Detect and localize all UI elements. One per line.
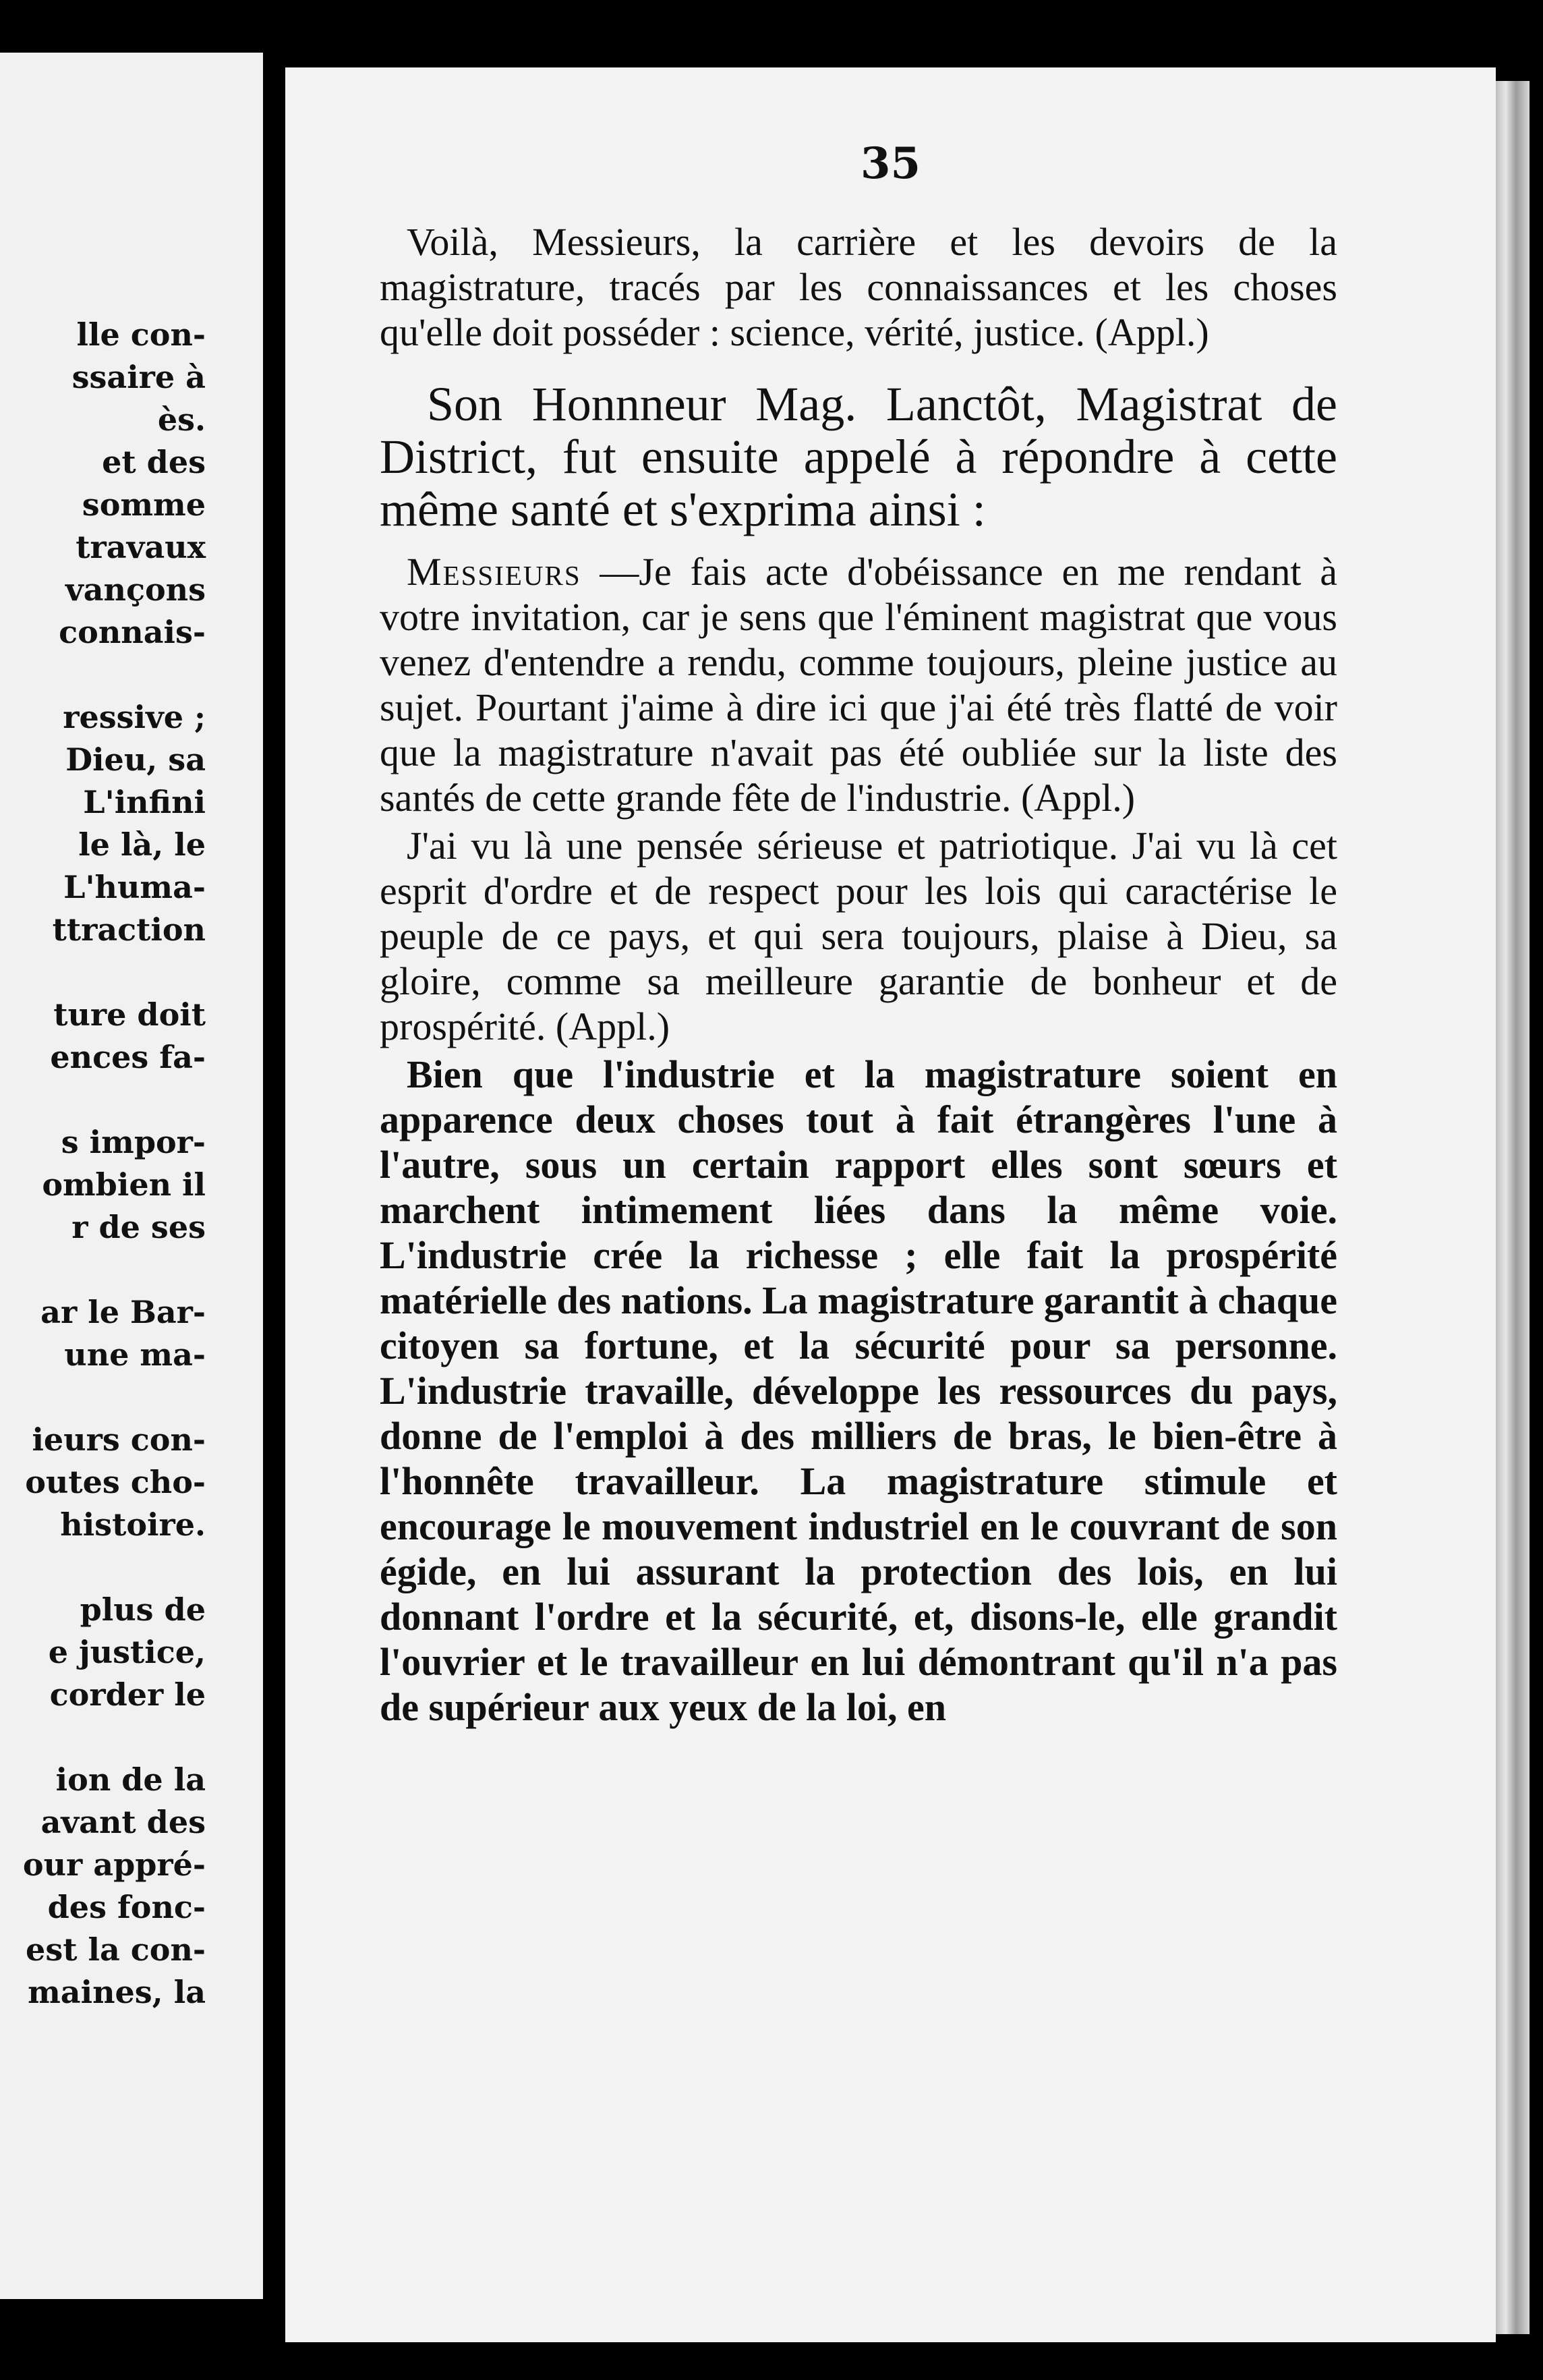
salutation: Messieurs: [407, 550, 581, 594]
left-page-line: maines, la: [28, 1974, 206, 2010]
left-page-line: somme: [82, 486, 206, 523]
speaker-introduction: Son Honnneur Mag. Lanctôt, Magistrat de District, fut ensuite appelé à répondre à cette même santé et s'exprima ainsi :: [380, 377, 1337, 536]
left-page-line: e justice,: [48, 1634, 206, 1670]
left-page-line: L'infini: [83, 784, 206, 820]
page-number: 35: [860, 138, 921, 189]
left-page-line: ttraction: [52, 911, 206, 948]
left-page-line: plus de: [80, 1591, 206, 1628]
left-page-line: lle con-: [76, 316, 206, 353]
paragraph-1: Voilà, Messieurs, la carrière et les devoirs de la magistrature, tracés par les connaissances et les choses qu'elle doit posséder : science, vérité, justice. (Appl.): [380, 220, 1337, 354]
left-page-line: ieurs con-: [32, 1421, 206, 1458]
left-page-line: ture doit: [53, 996, 206, 1033]
left-page-line: ès.: [157, 401, 206, 438]
left-page-line: outes cho-: [25, 1464, 206, 1500]
left-page-line: ar le Bar-: [40, 1294, 206, 1330]
speech-paragraph-1-text: —Je fais acte d'obéissance en me rendant à votre invitation, car je sens que l'éminent magistrat que vous venez d'entendre a rendu, comme toujours, pleine justice au sujet. Pourtant j'aime à dire ici que j'ai été très flatté de voir que la magistrature n'avait pas été oubliée sur la liste des santés de cette grande fête de l'industrie. (Appl.): [380, 550, 1337, 820]
left-page-line: our appré-: [22, 1846, 206, 1883]
left-page-line: histoire.: [60, 1506, 206, 1543]
book-gutter: [265, 53, 285, 2299]
left-page-line: des fonc-: [47, 1889, 206, 1925]
left-page-line: et des: [102, 444, 206, 480]
left-page-line: L'huma-: [63, 869, 206, 905]
left-page-line: corder le: [49, 1676, 206, 1713]
left-page-line: vançons: [65, 571, 206, 608]
left-page-line: s impor-: [61, 1124, 206, 1160]
left-page-line: connais-: [59, 614, 206, 650]
speech-paragraph-1: [380, 549, 1337, 820]
left-page-line: ombien il: [42, 1166, 206, 1203]
left-page-line: Dieu, sa: [65, 741, 206, 778]
left-page-line: ion de la: [55, 1761, 206, 1798]
paragraph-3: J'ai vu là une pensée sérieuse et patriotique. J'ai vu là cet esprit d'ordre et de respect pour les lois qui caractérise le peuple de ce pays, et qui sera toujours, plaise à Dieu, sa gloire, comme sa meilleure garantie de bonheur et de prospérité. (Appl.): [380, 824, 1337, 1048]
page-edge: [1496, 81, 1530, 2334]
page-body: [380, 219, 1337, 1730]
left-page-line: avant des: [40, 1804, 206, 1840]
left-page-line: le là, le: [78, 826, 206, 863]
left-page-fragment: [0, 53, 263, 2299]
left-page-line: r de ses: [71, 1209, 206, 1245]
left-page-line: ences fa-: [50, 1039, 206, 1075]
left-page-line: travaux: [76, 529, 206, 565]
left-page-line: ressive ;: [63, 699, 206, 735]
right-page: [285, 67, 1496, 2342]
left-page-line: une ma-: [64, 1336, 206, 1373]
paragraph-4: Bien que l'industrie et la magistrature soient en apparence deux choses tout à fait étrangères l'une à l'autre, sous un certain rapport elles sont sœurs et marchent intimement liées dans la même voie. L'industrie crée la richesse ; elle fait la prospérité matérielle des nations. La magistrature garantit à chaque citoyen sa fortune, et la sécurité pour sa personne. L'industrie travaille, développe les ressources du pays, donne de l'emploi à des milliers de bras, le bien-être à l'honnête travailleur. La magistrature stimule et encourage le mouvement industriel en le couvrant de son égide, en lui assurant la protection des lois, en lui donnant l'ordre et la sécurité, et, disons-le, elle grandit l'ouvrier et le travailleur en lui démontrant qu'il n'a pas de supérieur aux yeux de la loi, en: [380, 1052, 1337, 1729]
left-page-line: est la con-: [26, 1931, 206, 1968]
left-page-line: ssaire à: [71, 359, 206, 395]
